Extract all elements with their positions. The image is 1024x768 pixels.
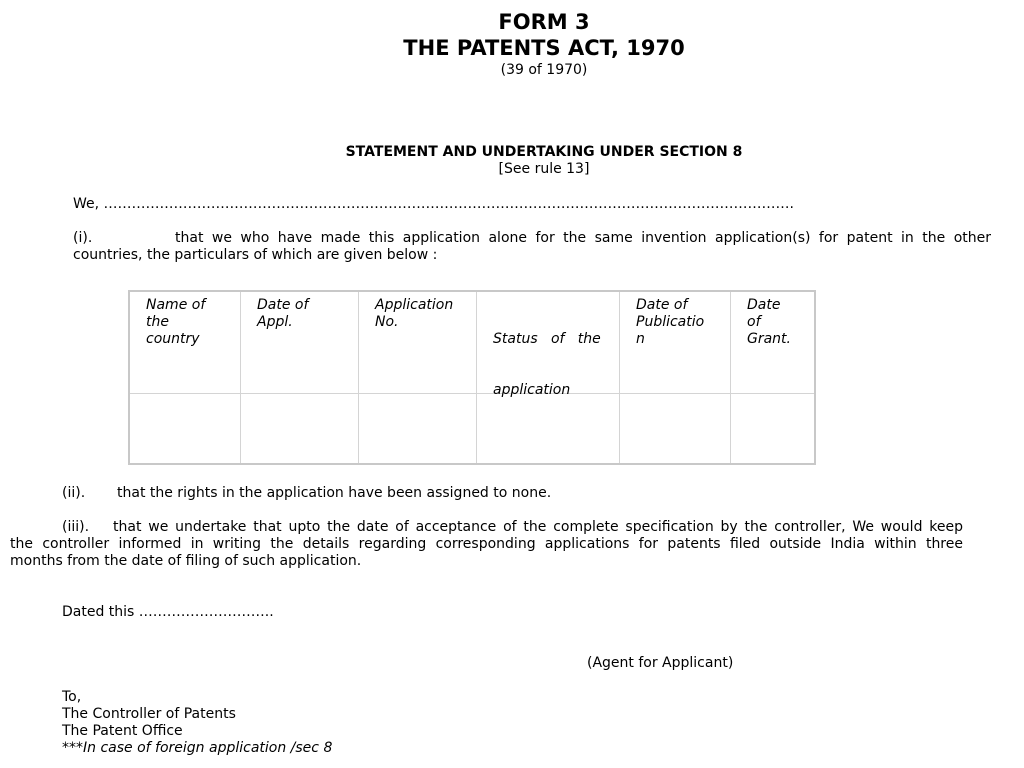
countries-table (128, 290, 816, 465)
act-title: THE PATENTS ACT, 1970 (403, 36, 685, 60)
clause-i-label: (i). (73, 230, 93, 246)
column-divider (476, 292, 477, 463)
header-application-no: Application No. (375, 297, 454, 330)
we-line: We, …………………………………………………………………………………………………………………………………. (73, 196, 794, 212)
clause-iii-line1: that we undertake that upto the date of acceptance of the complete specification by the controller, We would keep (113, 519, 963, 535)
column-divider (240, 292, 241, 463)
header-status: Status of the application (493, 331, 601, 398)
act-number: (39 of 1970) (500, 62, 588, 78)
form-title: FORM 3 (498, 10, 590, 34)
column-divider (619, 292, 620, 463)
header-date-of-appl: Date of Appl. (257, 297, 309, 330)
clause-ii-label: (ii). (62, 485, 86, 501)
row-divider (130, 393, 814, 394)
dated-line: Dated this ……………………….. (62, 604, 274, 620)
clause-iii-line3: months from the date of filing of such application. (10, 553, 362, 569)
to-line: To, (62, 689, 82, 705)
header-date-of-grant: Date of Grant. (747, 297, 791, 347)
clause-iii-label: (iii). (62, 519, 90, 535)
column-divider (358, 292, 359, 463)
header-date-of-publication: Date of Publicatio n (636, 297, 705, 347)
agent-signature: (Agent for Applicant) (587, 655, 734, 671)
foreign-application-note: ***In case of foreign application /sec 8 (62, 740, 333, 756)
column-divider (730, 292, 731, 463)
statement-heading: STATEMENT AND UNDERTAKING UNDER SECTION 8 (345, 144, 743, 160)
office-line: The Patent Office (62, 723, 183, 739)
clause-i-text-line2: countries, the particulars of which are given below : (73, 247, 438, 263)
clause-i-text-line1: that we who have made this application alone for the same invention application(s) for patent in the other (175, 230, 991, 246)
header-country: Name of the country (146, 297, 206, 347)
clause-iii-line2: the controller informed in writing the details regarding corresponding applications for patents filed outside India within three (10, 536, 963, 552)
controller-line: The Controller of Patents (62, 706, 236, 722)
rule-reference: [See rule 13] (498, 161, 590, 177)
clause-ii-text: that the rights in the application have been assigned to none. (117, 485, 552, 501)
